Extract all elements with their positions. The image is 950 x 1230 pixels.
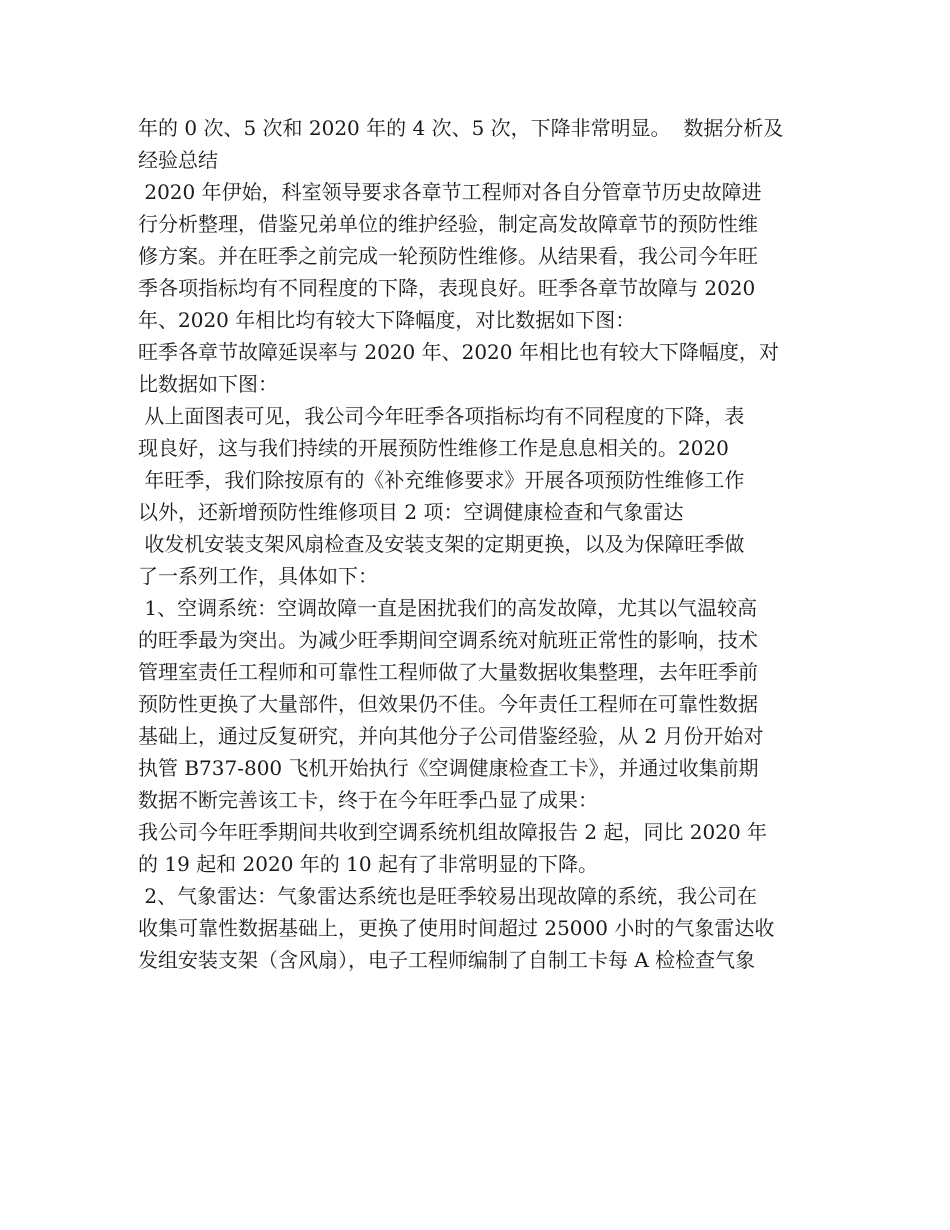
text-line: 执管 B737-800 飞机开始执行《空调健康检查工卡》，并通过收集前期 — [138, 756, 759, 780]
text-line: 年、2020 年相比均有较大下降幅度，对比数据如下图： — [138, 308, 636, 332]
text-line: 收集可靠性数据基础上，更换了使用时间超过 25000 小时的气象雷达收 — [138, 916, 775, 940]
text-line: 我公司今年旺季期间共收到空调系统机组故障报告 2 起，同比 2020 年 — [138, 820, 768, 844]
text-line: 从上面图表可见，我公司今年旺季各项指标均有不同程度的下降，表 — [138, 404, 745, 428]
text-line: 收发机安装支架风扇检查及安装支架的定期更换，以及为保障旺季做 — [138, 532, 745, 556]
text-line: 管理室责任工程师和可靠性工程师做了大量数据收集整理，去年旺季前 — [138, 660, 758, 684]
text-line: 的 19 起和 2020 年的 10 起有了非常明显的下降。 — [138, 852, 598, 876]
text-line: 现良好，这与我们持续的开展预防性维修工作是息息相关的。2020 — [138, 436, 729, 460]
text-line: 2020 年伊始，科室领导要求各章节工程师对各自分管章节历史故障进 — [138, 180, 762, 204]
text-line: 了一系列工作，具体如下： — [138, 564, 378, 588]
text-line: 旺季各章节故障延误率与 2020 年、2020 年相比也有较大下降幅度，对 — [138, 340, 779, 364]
text-line: 2、气象雷达：气象雷达系统也是旺季较易出现故障的系统，我公司在 — [138, 884, 758, 908]
text-line: 1、空调系统：空调故障一直是困扰我们的高发故障，尤其以气温较高 — [138, 596, 758, 620]
text-line: 修方案。并在旺季之前完成一轮预防性维修。从结果看，我公司今年旺 — [138, 244, 758, 268]
text-line: 年旺季，我们除按原有的《补充维修要求》开展各项预防性维修工作 — [138, 468, 745, 492]
text-line: 以外，还新增预防性维修项目 2 项：空调健康检查和气象雷达 — [138, 500, 684, 524]
text-line: 比数据如下图： — [138, 372, 278, 396]
document-body-text — [138, 112, 816, 976]
text-line: 季各项指标均有不同程度的下降，表现良好。旺季各章节故障与 2020 — [138, 276, 756, 300]
text-line: 行分析整理，借鉴兄弟单位的维护经验，制定高发故障章节的预防性维 — [138, 212, 758, 236]
text-line: 经验总结 — [138, 148, 218, 172]
text-line: 的旺季最为突出。为减少旺季期间空调系统对航班正常性的影响，技术 — [138, 628, 758, 652]
text-line: 预防性更换了大量部件，但效果仍不佳。今年责任工程师在可靠性数据 — [138, 692, 758, 716]
text-line: 数据不断完善该工卡，终于在今年旺季凸显了成果： — [138, 788, 598, 812]
text-line: 发组安装支架（含风扇），电子工程师编制了自制工卡每 A 检检查气象 — [138, 948, 756, 972]
text-line: 年的 0 次、5 次和 2020 年的 4 次、5 次，下降非常明显。 数据分析及 — [138, 116, 784, 140]
text-line: 基础上，通过反复研究，并向其他分子公司借鉴经验，从 2 月份开始对 — [138, 724, 764, 748]
